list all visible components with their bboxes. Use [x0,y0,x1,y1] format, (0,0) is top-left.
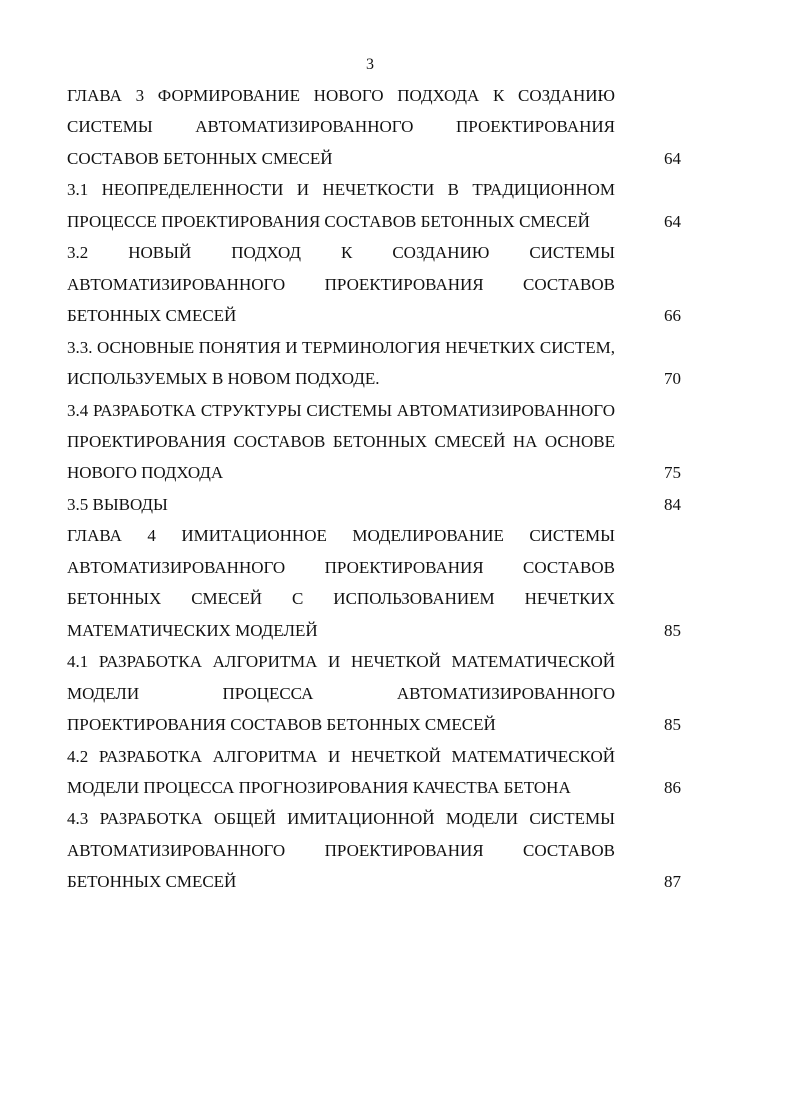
toc-entry-title: 4.1 РАЗРАБОТКА АЛГОРИТМА И НЕЧЕТКОЙ МАТЕМАТИЧЕСКОЙ МОДЕЛИ ПРОЦЕССА АВТОМАТИЗИРОВАННОГО ПРОЕКТИРОВАНИЯ СОСТАВОВ БЕТОННЫХ СМЕСЕЙ [67,652,615,735]
toc-entry-title: 3.2 НОВЫЙ ПОДХОД К СОЗДАНИЮ СИСТЕМЫ АВТОМАТИЗИРОВАННОГО ПРОЕКТИРОВАНИЯ СОСТАВОВ БЕТОННЫХ СМЕСЕЙ [67,243,615,326]
toc-entry-chapter-4[interactable] [67,520,681,646]
toc-entry-4-2[interactable] [67,741,681,804]
toc-entry-title: 4.3 РАЗРАБОТКА ОБЩЕЙ ИМИТАЦИОННОЙ МОДЕЛИ СИСТЕМЫ АВТОМАТИЗИРОВАННОГО ПРОЕКТИРОВАНИЯ СОСТАВОВ БЕТОННЫХ СМЕСЕЙ [67,809,615,892]
toc-entry-page: 75 [664,463,681,483]
toc-entry-3-2[interactable] [67,237,681,331]
toc-entry-page: 85 [664,620,681,640]
toc-entry-page: 87 [664,872,681,892]
toc-entry-3-5[interactable] [67,489,681,520]
toc-entry-page: 84 [664,494,681,514]
toc-entry-page: 64 [664,211,681,231]
table-of-contents [67,80,681,898]
toc-entry-3-4[interactable] [67,395,681,489]
toc-entry-title: 3.3. ОСНОВНЫЕ ПОНЯТИЯ И ТЕРМИНОЛОГИЯ НЕЧЕТКИХ СИСТЕМ, ИСПОЛЬЗУЕМЫХ В НОВОМ ПОДХОДЕ. [67,337,615,389]
toc-entry-page: 64 [664,148,681,168]
toc-entry-title: 4.2 РАЗРАБОТКА АЛГОРИТМА И НЕЧЕТКОЙ МАТЕМАТИЧЕСКОЙ МОДЕЛИ ПРОЦЕССА ПРОГНОЗИРОВАНИЯ КАЧЕСТВА БЕТОНА [67,746,615,797]
toc-entry-title: 3.5 ВЫВОДЫ [67,494,168,514]
toc-entry-4-1[interactable] [67,646,681,740]
toc-entry-title: ГЛАВА 4 ИМИТАЦИОННОЕ МОДЕЛИРОВАНИЕ СИСТЕМЫ АВТОМАТИЗИРОВАННОГО ПРОЕКТИРОВАНИЯ СОСТАВОВ БЕТОННЫХ СМЕСЕЙ С ИСПОЛЬЗОВАНИЕМ НЕЧЕТКИХ МАТЕМАТИЧЕСКИХ МОДЕЛЕЙ [67,526,615,640]
page-number: 3 [366,56,374,73]
toc-entry-chapter-3[interactable] [67,80,681,174]
toc-entry-page: 66 [664,306,681,326]
toc-entry-page: 85 [664,715,681,735]
toc-entry-4-3[interactable] [67,803,681,897]
toc-entry-page: 70 [664,369,681,389]
toc-entry-title: 3.4 РАЗРАБОТКА СТРУКТУРЫ СИСТЕМЫ АВТОМАТИЗИРОВАННОГО ПРОЕКТИРОВАНИЯ СОСТАВОВ БЕТОННЫХ СМЕСЕЙ НА ОСНОВЕ НОВОГО ПОДХОДА [67,400,615,483]
toc-entry-3-1[interactable] [67,174,681,237]
toc-entry-title: 3.1 НЕОПРЕДЕЛЕННОСТИ И НЕЧЕТКОСТИ В ТРАДИЦИОННОМ ПРОЦЕССЕ ПРОЕКТИРОВАНИЯ СОСТАВОВ БЕТОННЫХ СМЕСЕЙ [67,180,615,231]
toc-entry-page: 86 [664,777,681,797]
toc-entry-title: ГЛАВА 3 ФОРМИРОВАНИЕ НОВОГО ПОДХОДА К СОЗДАНИЮ СИСТЕМЫ АВТОМАТИЗИРОВАННОГО ПРОЕКТИРОВАНИЯ СОСТАВОВ БЕТОННЫХ СМЕСЕЙ [67,86,615,168]
toc-entry-3-3[interactable] [67,332,681,395]
